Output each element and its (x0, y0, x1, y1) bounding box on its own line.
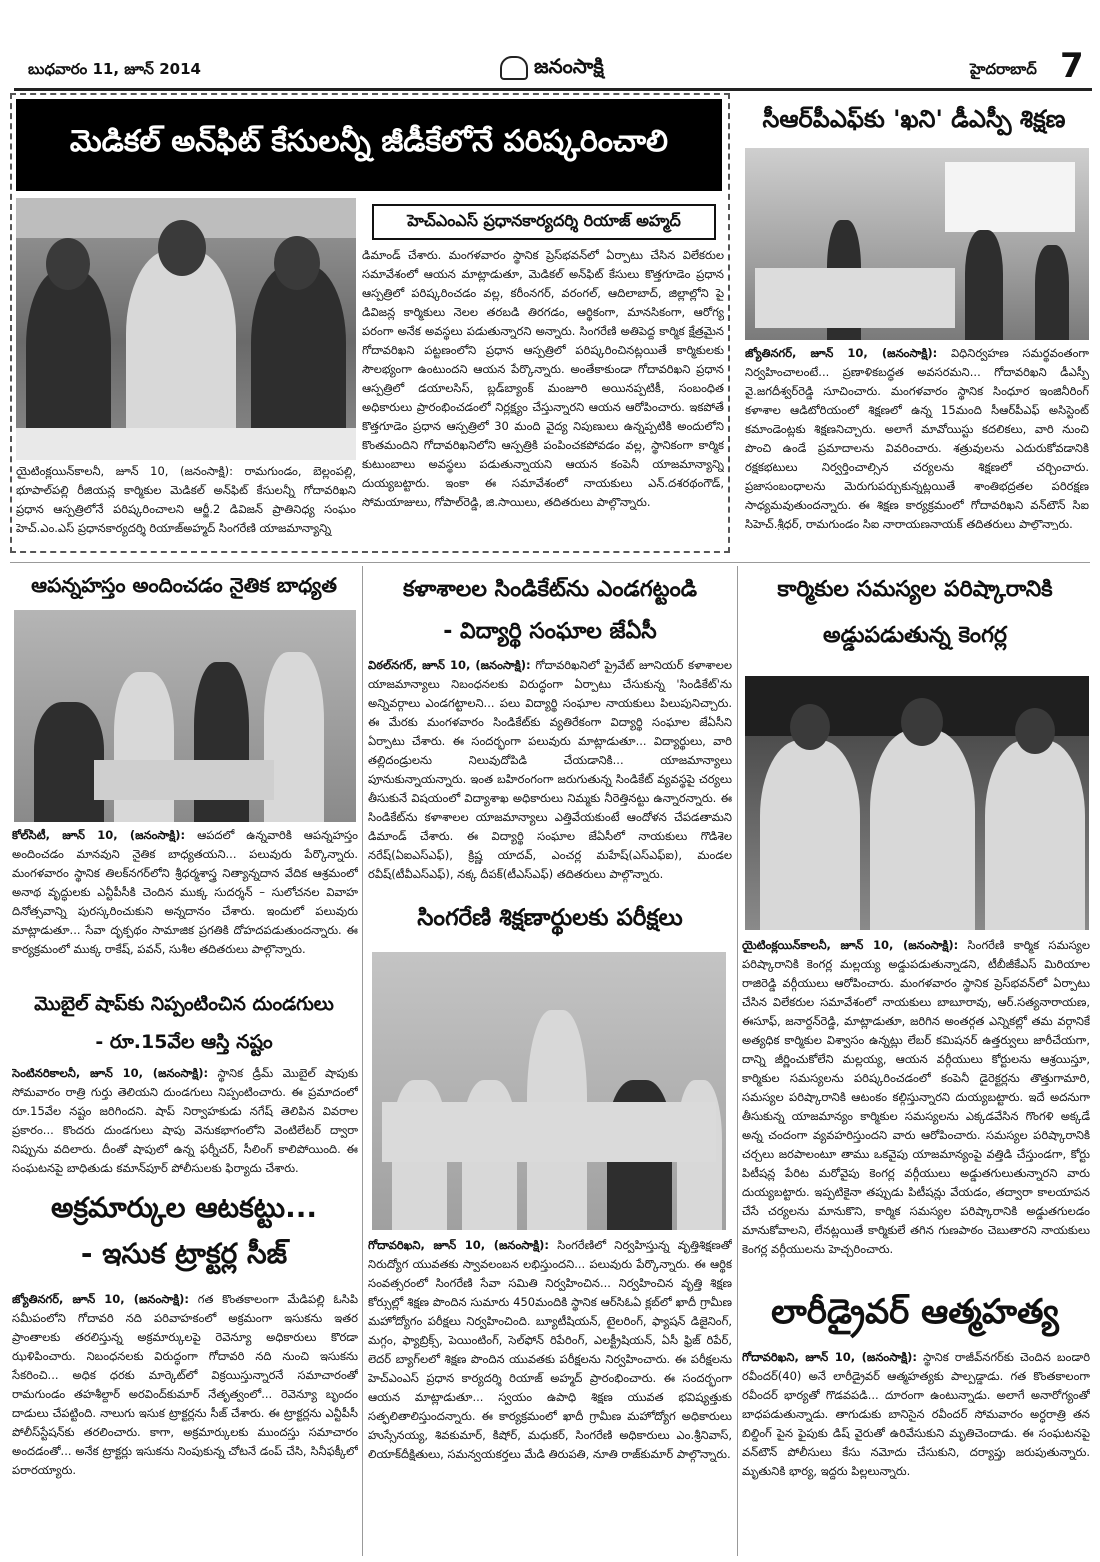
masthead (10, 46, 1090, 86)
page-number: 7 (1060, 46, 1084, 86)
sand-subheadline: - ఇసుక ట్రాక్టర్ల సీజ్ (80, 1237, 288, 1270)
workers-photo (745, 676, 1089, 930)
driver-body: గోదావరిఖని, జూన్ 10, (జనంసాక్షి): స్థానిక రాజీవ్‌నగర్‌కు చెందిన బండారి రవీందర్(40) అనే లారీడ్రైవర్ ఆత్మహత్యకు పాల్పడ్డాడు. గత కొంతకాలంగా రవీందర్ భార్యతో గొడవపడి... దూరంగా ఉంటున్నాడు. అలాగే అనారోగ్యంతో బాధపడుతున్నాడు. తాగుడుకు బానిసైన రవీందర్ సోమవారం అర్ధరాత్రి తన బిల్డింగ్ పైన ఫైపుకు డిష్ వైరుతో ఉరివేసుకుని మృతిచెందాడు. ఈ సంఘటనపై వన్‌టౌన్ పోలీసులు కేసు నమోదు చేసుకుని, దర్యాప్తు జరుపుతున్నారు. మృతునికి భార్య, ఇద్దరు పిల్లలున్నారు. (742, 1350, 1090, 1478)
workers-headline: కార్మికుల సమస్యల పరిష్కారానికి (777, 577, 1053, 602)
masthead-divider (14, 88, 1092, 91)
syndicate-subheadline: - విద్యార్థి సంఘాల జేఏసీ (443, 619, 657, 644)
lead-headline: మెడికల్ అన్‌ఫిట్ కేసులన్నీ జీడీకేలోనే పరిష్కరించాలి (16, 99, 722, 191)
crpf-photo (745, 148, 1089, 340)
workers-headline-2: అడ్డుపడుతున్న కెంగర్ల (823, 623, 1007, 648)
syndicate-headline: కళాశాలల సిండికేట్‌ను ఎండగట్టండి (402, 577, 698, 602)
column-divider-left (362, 566, 363, 1556)
mobile-headline: మొబైల్ షాప్‌కు నిప్పంటించిన దుండగులు (34, 993, 334, 1015)
workers-body: యైటింక్లయిన్‌కాలనీ, జూన్ 10, (జనంసాక్షి): సింగరేణి కార్మిక సమస్యల పరిష్కారానికి కెంగర్ల మల్లయ్య అడ్డుపడుతున్నాడని, టీబీజీకేఎస్ మిరియాల రాజిరెడ్డి వర్గీయులు ఆరోపించారు. మంగళవారం స్థానిక ప్రెస్‌భవన్‌లో ఏర్పాటు చేసిన విలేకరుల సమావేశంలో నాయకులు బాబూరావు, ఆర్.సత్యనారాయణ, ఈసూఫ్, జనార్దన్‌రెడ్డి, మాట్లాడుతూ, జరిగిన అంతర్గత ఎన్నికల్లో తమ వర్గానికే అత్యధిక కార్మికుల విశ్వాసం ఉన్నట్లు లేబర్ కమిషనర్ ఉత్తర్వులు జారీచేయగా, దాన్ని జీర్ణించుకోలేని మల్లయ్య, ఆయన వర్గీయులు కోర్టులను ఆశ్రయిస్తూ, కార్మికుల సమస్యలను పరిష్కరించడంలో కంపెనీ డైరెక్టర్లను తొత్తుగామారి, సమస్యల పరిష్కారానికి ఆటంకం కల్గిస్తున్నారని దుయ్యబట్టారు. ఇదే అదనుగా తీసుకున్న యాజమాన్యం కార్మికుల సమస్యలను ఎక్కడవేసిన గొంగళి అక్కడే అన్న చందంగా వ్యవహరిస్తుందని వారు ఆరోపించారు. సమస్యల పరిష్కారానికి చర్చలు జరపాలంటూ తాము ఒకవైపు యాజమాన్యంపై వత్తిడి చేస్తుండగా, కోర్టు పిటీషన్ల పేరిట మరోవైపు కెంగర్ల వర్గీయులు అడ్డుతగులుతున్నారని వారు దుయ్యబట్టారు. ఇప్పటికైనా తప్పుడు పిటీషన్లు వేయడం, తద్వారా కాలయాపన చేసే చర్యలను మానుకొని, కార్మిక సమస్యల పరిష్కారానికి అడ్డుతగులడం మానుకోవాలని, లేనట్లయితే కార్మికులే తగిన గుణపాఠం చెబుతారని నాయకులు కెంగర్ల వర్గీయులను హెచ్చరించారు. (742, 938, 1090, 1256)
column-divider-right (737, 566, 738, 1556)
lead-photo-caption: యైటింక్లయిన్‌కాలనీ, జూన్ 10, (జనంసాక్షి): రామగుండం, బెల్లంపల్లి, భూపాల్‌పల్లి రీజియన్ల కార్మికుల మెడికల్ అన్‌ఫిట్ కేసులన్నీ గోదావరిఖని ప్రధాన ఆస్పత్రిలోనే పరిష్కరించాలని ఆర్జీ.2 డివిజన్ ప్రాతినిధ్య సంఘం హెచ్.ఎం.ఎస్ ప్రధానకార్యదర్శి రియాజ్‌అహ్మద్ సింగరేణి యాజమాన్యాన్ని (16, 464, 356, 535)
sand-headline: అక్రమార్కుల ఆటకట్టు... (51, 1191, 317, 1224)
syndicate-body: విఠల్‌నగర్, జూన్ 10, (జనంసాక్షి): గోదావరిఖనిలో ప్రైవేట్ జూనియర్ కళాశాలల యాజమాన్యాలు నిబంధనలకు విరుద్ధంగా ఏర్పాటు చేసుకున్న 'సిండికేట్'ను అన్నివర్గాలు ఎండగట్టాలని... పలు విద్యార్థి సంఘాల నాయకులు పిలుపునిచ్చారు. ఈ మేరకు మంగళవారం సిండికేట్‌కు వ్యతిరేకంగా విద్యార్థి సంఘాల జేఏసీని ఏర్పాటు చేశారు. ఈ సందర్భంగా పలువురు మాట్లాడుతూ... విద్యార్థులు, వారి తల్లిదండ్రులను నిలువుదోపిడి చేయడానికి... యాజమాన్యాలు పూనుకున్నాయన్నారు. ఇంత బహిరంగంగా జరుగుతున్న సిండికేట్ వ్యవస్థపై చర్యలు తీసుకునే విషయంలో విద్యాశాఖ అధికారులు నిమ్మకు నీరెత్తినట్టు ఉన్నారన్నారు. ఈ సిండికేట్‌ను కళాశాలల యాజమాన్యాలు ఎత్తివేయకుంటే ఆందోళన చేపడతామని డిమాండ్ చేశారు. ఈ విద్యార్థి సంఘాల జేఏసీలో నాయకులు గొడిశెల నరేష్(ఏఐఎస్ఎఫ్), క్రిష్ణ యాదవ్, ఎంచర్ల మహేష్(ఎస్ఎఫ్ఐ), మండల రవీష్(టీవీఎస్ఎఫ్), నక్క దీపక్(టీఎస్ఎఫ్) తదితరులు పాల్గొన్నారు. (368, 658, 732, 881)
lead-body: డిమాండ్ చేశారు. మంగళవారం స్థానిక ప్రెస్‌భవన్‌లో ఏర్పాటు చేసిన విలేకరుల సమావేశంలో ఆయన మాట్లాడుతూ, మెడికల్ అన్‌ఫిట్ కేసులు కొత్తగూడెం ప్రధాన ఆస్పత్రిలో పరిష్కరించడం వల్ల, కరీంనగర్, వరంగల్, ఆదిలాబాద్, జిల్లాల్లోని పై డివిజన్ల కార్మికులు నెలల తరబడి తిరగడం, ఆర్థికంగా, మానసికంగా, ఆరోగ్య పరంగా అనేక అవస్థలు పడుతున్నారని అన్నారు. సింగరేణి అతిపెద్ద కార్మిక క్షేత్రమైన గోదావరిఖని పట్టణంలోని ప్రధాన ఆస్పత్రిలో పరిష్కరించినట్లయితే కార్మికులకు సౌలభ్యంగా ఉంటుందని ఆయన పేర్కొన్నారు. అంతేకాకుండా గోదావరిఖని ప్రధాన ఆస్పత్రిలో డయాలసిస్, బ్లడ్‌బ్యాంక్ మంజూరి అయినప్పటికీ, సంబంధిత అధికారులు ప్రారంభించడంలో నిర్లక్ష్యం చేస్తున్నారని ఆయన ఆరోపించారు. ఇకపోతే కొత్తగూడెం ప్రధాన ఆస్పత్రిలో 30 మంది వైద్య నిపుణులు ఉన్నప్పటికి అందులోని కొంతమందిని గోదావరిఖనిలోని ఆస్పత్రికి పంపించకపోవడం వల్ల, స్థానికంగా కార్మిక కుటుంబాలు అవస్థలు పడుతున్నాయని ఆయన కంపెనీ యాజమాన్యాన్ని దుయ్యబట్టారు. ఇంకా ఈ సమావేశంలో నాయకులు ఎన్.దశరథంగౌడ్, సోమయాజులు, గోపాల్‌రెడ్డి, జి.సాయిలు, తదితరులు పాల్గొన్నారు. (362, 248, 724, 509)
mobile-body: సెంటినరికాలనీ, జూన్ 10, (జనంసాక్షి): స్థానిక డ్రీమ్ మొబైల్ షాపుకు సోమవారం రాత్రి గుర్తు తెలియని దుండగులు నిప్పంటించారు. ఈ ప్రమాదంలో రూ.15వేల నష్టం జరిగిందని. షాప్ నిర్వాహకుడు నగేష్ తెలిపిన వివరాల ప్రకారం... కొందరు దుండగులు షాపు వెనుకభాగంలోని వెంటిలేటర్ ద్వారా నిప్పును వదిలారు. దీంతో షాపులో ఉన్న ఫర్నీచర్, సీలింగ్ కాలిపోయింది. ఈ సంఘటనపై బాధితుడు కమాన్‌పూర్ పోలీసులకు ఫిర్యాదు చేశారు. (12, 1066, 358, 1175)
issue-date: బుధవారం 11, జూన్ 2014 (28, 60, 201, 78)
row-divider (10, 562, 1090, 563)
exams-headline: సింగరేణి శిక్షణార్థులకు పరీక్షలు (417, 905, 683, 931)
edition-city: హైదరాబాద్ (970, 60, 1037, 78)
crpf-headline: సీఆర్‌పీఎఫ్‌కు 'ఖని' డీఎస్పీ శిక్షణ (762, 105, 1066, 133)
logo-emblem-icon (500, 56, 528, 80)
helping-photo (14, 610, 356, 822)
exams-body: గోదావరిఖని, జూన్ 10, (జనంసాక్షి): సింగరేణిలో నిర్వహిస్తున్న వృత్తిశిక్షణతో నిరుద్యోగ యువతకు స్వావలంబన లభిస్తుందని... పలువురు పేర్కొన్నారు. ఈ ఆర్థిక సంవత్సరంలో సింగరేణి సేవా సమితి నిర్వహించిన... నిర్వహించిన వృత్తి శిక్షణ కోర్సుల్లో శిక్షణ పొందిన సుమారు 450మందికి స్థానిక ఆర్‌సిఓఏ క్లబ్‌లో ఖాదీ గ్రామీణ మహోద్యోగం పరీక్షలు నిర్వహించింది. బ్యూటీషియన్, టైలరింగ్, ఫ్యాషన్ డిజైనింగ్, మగ్గం, ఫ్యాబ్రిక్స్, పెయింటింగ్, సెల్‌ఫోన్ రిపేరింగ్, ఎలక్ట్రీషియన్, ఏసీ ఫ్రిజ్ రిపేర్, లెదర్ బ్యాగ్‌లలో శిక్షణ పొందిన యువతకు పరీక్షలను నిర్వహించారు. ఈ పరీక్షలను హెచ్ఎంఎస్ ప్రధాన కార్యదర్శి రియాజ్ అహ్మద్ ప్రారంభించారు. ఈ సందర్భంగా ఆయన మాట్లాడుతూ... స్వయం ఉపాధి శిక్షణ యువత భవిష్యత్తుకు సత్ఫలితాలిస్తుందన్నారు. ఈ కార్యక్రమంలో ఖాదీ గ్రామీణ మహోద్యోగ అధికారులు హుస్సేనయ్య, శివకుమార్, కిషోర్, మధుకర్, సింగరేణి అధికారులు ఎం.శ్రీనివాస్, లియాక్‌దీక్షితులు, సమన్వయకర్తలు మేడి తిరుపతి, నూతి రాజ్‌కుమార్ పాల్గొన్నారు. (368, 1238, 732, 1461)
crpf-body: జ్యోతినగర్, జూన్ 10, (జనంసాక్షి): విధినిర్వహణ సమర్థవంతంగా నిర్వహించాలంటే... ప్రణాళికబద్ధత అవసరమని... గోదావరిఖని డీఎస్పీ వై.జగదీశ్వర్‌రెడ్డి సూచించారు. మంగళవారం స్థానిక సింధూర ఇంజినీరింగ్ కళాశాల ఆడిటోరియంలో శిక్షణలో ఉన్న 15మంది సీఆర్‌పీఎఫ్ అసిస్టెంట్ కమాండెంట్లకు శిక్షణనిచ్చారు. అలాగే మావోయిస్టు కదలికలు, వారి నుంచి పొంచి ఉండే ప్రమాదాలను వివరించారు. శత్రువులను ఎదురుకోవడానికి రక్షకభటులు నిర్వర్తించాల్సిన చర్యలను శిక్షణలో చర్చించారు. ప్రజాసంబంధాలను మెరుగుపర్చుకున్నట్లయితే శాంతిభద్రతల పరిరక్షణ సాధ్యమవుతుందన్నారు. ఈ శిక్షణ కార్యక్రమంలో గోదావరిఖని వన్‌టౌన్ సిఐ సిహెచ్.శ్రీధర్, రామగుండం సిఐ నారాయణనాయక్ తదితరులు పాల్గొన్నారు. (745, 346, 1089, 530)
mobile-subheadline: - రూ.15వేల ఆస్తి నష్టం (95, 1031, 273, 1053)
sand-body: జ్యోతినగర్, జూన్ 10, (జనంసాక్షి): గత కొంతకాలంగా మేడిపల్లి ఓసిపి సమీపంలోని గోదావరి నది పరివాహకంలో అక్రమంగా ఇసుకను ఇతర ప్రాంతాలకు తరలిస్తున్న అక్రమార్కులపై రెవెన్యూ అధికారులు కొరడా ఝళిపించారు. నిబంధనలకు విరుద్ధంగా గోదావరి నది నుంచి ఇసుకను సేకరించి... అధిక ధరకు మార్కెట్‌లో విక్రయిస్తున్నారనే సమాచారంతో రామగుండం తహశీల్దార్ అరవింద్‌కుమార్ నేతృత్వంలో... రెవెన్యూ బృందం దాడులు చేపట్టింది. నాలుగు ఇసుక ట్రాక్టర్లను సీజ్ చేశారు. ఈ ట్రాక్టర్లను ఎన్టీపీసీ పోలీస్‌స్టేషన్‌కు తరలించారు. కాగా, అక్రమార్కులకు ముందస్తు సమాచారం అందడంతో... అనేక ట్రాక్టర్లు ఇసుకను నింపుకున్న చోటనే డంప్ చేసి, సినీఫక్కీలో పరారయ్యారు. (12, 1292, 358, 1477)
helping-body: కోల్‌సిటీ, జూన్ 10, (జనంసాక్షి): ఆపదలో ఉన్నవారికి ఆపన్నహస్తం అందించడం మానవుని నైతిక బాధ్యతయని... పలువురు పేర్కొన్నారు. మంగళవారం స్థానిక తిలక్‌నగర్‌లోని శ్రీధర్మశాస్త్ర నిత్యాన్నదాన వేదిక ఆశ్రమంలో అనాథ వృద్ధులకు ఎన్టీపీసీకి చెందిన ముక్క సుదర్శన్ – సులోచనల వివాహ దినోత్సవాన్ని పురస్కరించుకుని అన్నదానం చేశారు. ఇందులో పలువురు మాట్లాడుతూ... సేవా దృక్పథం సామాజిక ప్రగతికి దోహదపడుతుందన్నారు. ఈ కార్యక్రమంలో ముక్క రాకేష్, పవన్, సుశీల తదితరులు పాల్గొన్నారు. (12, 828, 358, 956)
newspaper-logo (500, 54, 604, 83)
logo-text: జనంసాక్షి (534, 54, 604, 78)
lead-subhead: హెచ్ఎంఎస్ ప్రధానకార్యదర్శి రియాజ్ అహ్మద్ (372, 204, 716, 240)
lead-photo (16, 198, 356, 460)
helping-headline: ఆపన్నహస్తం అందించడం నైతిక బాధ్యత (31, 573, 337, 597)
driver-headline: లారీడ్రైవర్ ఆత్మహత్య (771, 1292, 1059, 1332)
exams-photo (372, 952, 726, 1230)
